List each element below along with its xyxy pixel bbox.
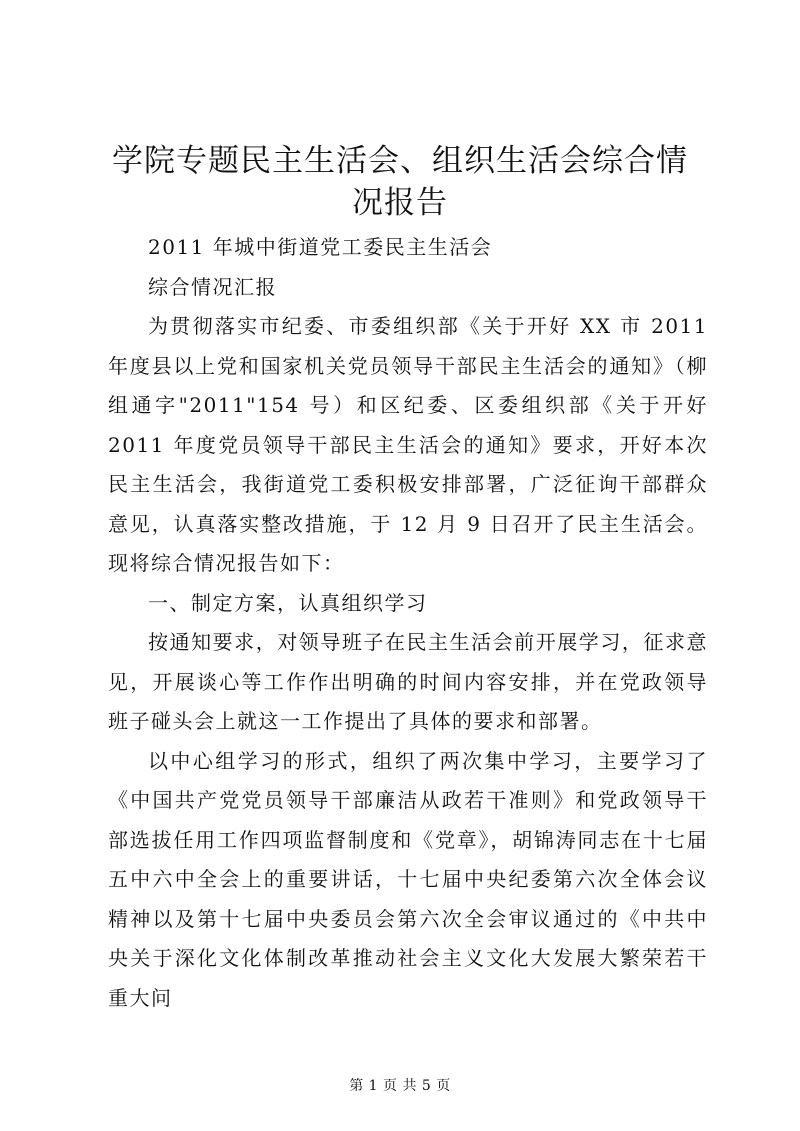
paragraph-section-1-b: 以中心组学习的形式，组织了两次集中学习，主要学习了《中国共产党党员领导干部廉洁从政若干准则》和党政领导干部选拔任用工作四项监督制度和《党章》，胡锦涛同志在十七届五中六中全会上的重要讲话，十七届中央纪委第六次全体会议精神以及第十七届中央委员会第六次全会审议通过的《中共中央关于深化文化体制改革推动社会主义文化大发展大繁荣若干重大问 [108,748,708,1010]
document-title: 学院专题民主生活会、组织生活会综合情况报告 [112,143,688,221]
paragraph-subtitle-1: 2011 年城中街道党工委民主生活会 [148,235,493,259]
paragraph-section-1-a: 按通知要求，对领导班子在民主生活会前开展学习，征求意见，开展谈心等工作作出明确的时间内容安排，并在党政领导班子碰头会上就这一工作提出了具体的要求和部署。 [108,630,708,733]
document-body [108,228,708,1018]
page-footer: 第 1 页 共 5 页 [349,1078,451,1094]
paragraph-intro: 为贯彻落实市纪委、市委组织部《关于开好 XX 市 2011 年度县以上党和国家机关党员领导干部民主生活会的通知》（柳组通字"2011"154 号）和区纪委、区委组织部《关于开好 2011 年度党员领导干部民主生活会的通知》要求，开好本次民主生活会，我街道党工委积极安排部署，广泛征询干部群众意见，认真落实整改措施，于 12 月 9 日召开了民主生活会。现将综合情况报告如下： [108,314,708,575]
section-heading-1: 一、制定方案，认真组织学习 [148,590,428,615]
paragraph-subtitle-2: 综合情况汇报 [148,274,277,299]
